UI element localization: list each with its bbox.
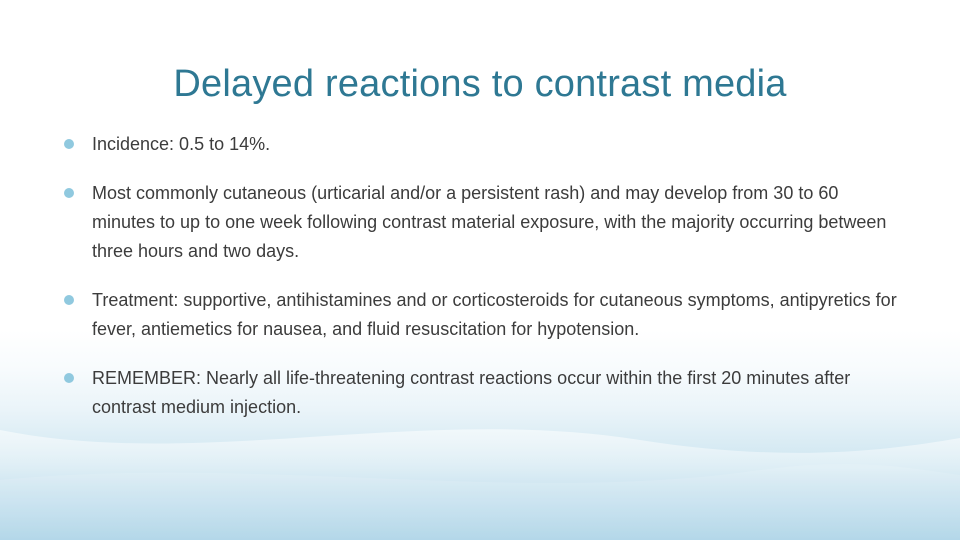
bullet-dot-icon (64, 295, 74, 305)
bullet-text: Treatment: supportive, antihistamines and or corticosteroids for cutaneous symptoms, antipyretics for fever, antiemetics for nausea, and fluid resuscitation for hypotension. (92, 290, 897, 339)
bullet-text: Incidence: 0.5 to 14%. (92, 134, 271, 154)
bullet-item-remember (63, 364, 903, 422)
bullet-item-treatment (63, 286, 903, 344)
bullet-dot-icon (64, 139, 74, 149)
bullet-item-presentation (63, 179, 903, 266)
bullet-text: REMEMBER: Nearly all life-threatening contrast reactions occur within the first 20 minutes after contrast medium injection. (92, 368, 851, 417)
bullet-item-incidence (63, 130, 903, 159)
bullet-text: Most commonly cutaneous (urticarial and/or a persistent rash) and may develop from 30 to 60 minutes to up to one week following contrast material exposure, with the majority occurring between three hours and two days. (92, 183, 887, 261)
bullet-dot-icon (64, 188, 74, 198)
bullet-dot-icon (64, 373, 74, 383)
slide-title: Delayed reactions to contrast media (173, 63, 787, 105)
bullet-list (63, 130, 903, 442)
